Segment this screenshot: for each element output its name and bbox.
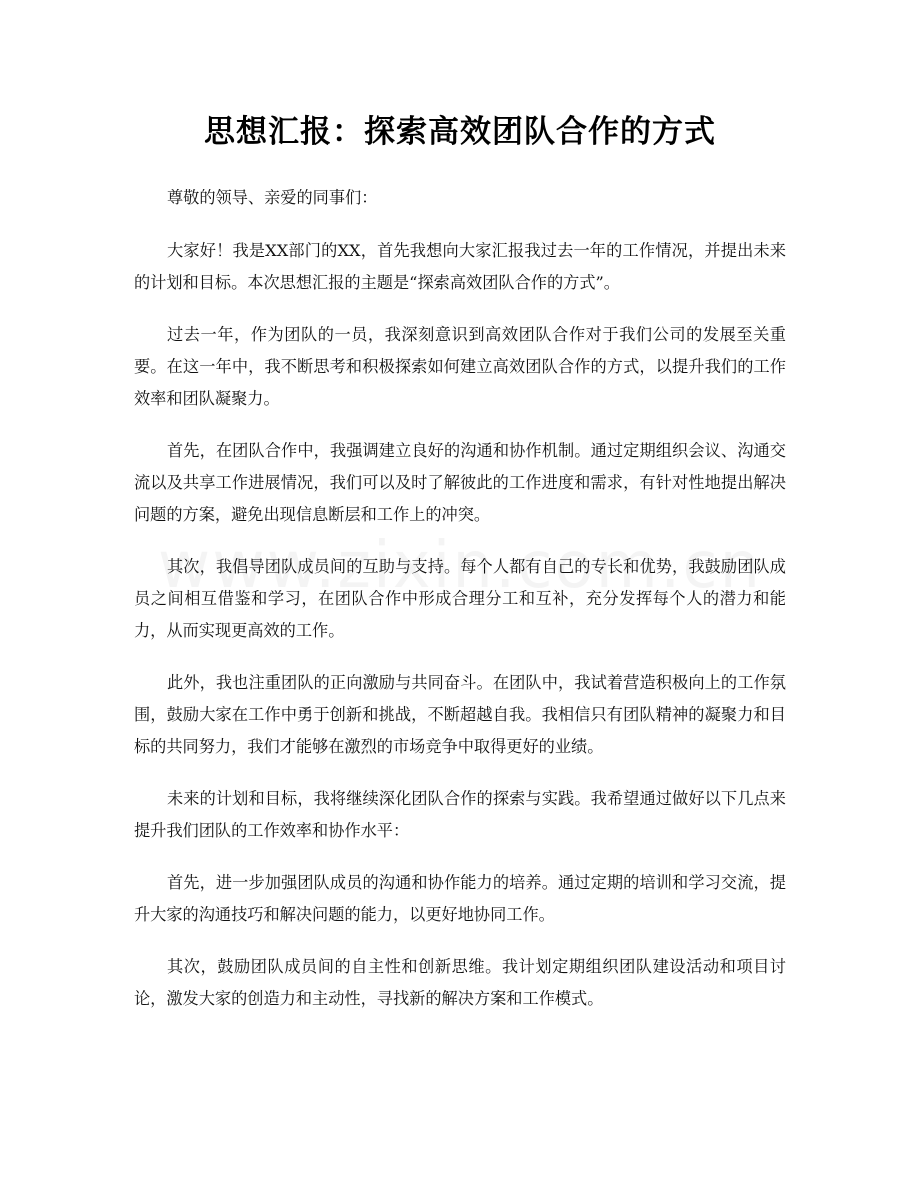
greeting: 尊敬的领导、亲爱的同事们： [167,188,378,207]
paragraph-3: 首先，在团队合作中，我强调建立良好的沟通和协作机制。通过定期组织会议、沟通交流以及共享工作进展情况，我们可以及时了解彼此的工作进度和需求，有针对性地提出解决问题的方案，避免出现信息断层和工作上的冲突。 [134,441,786,524]
document-title: 思想汇报：探索高效团队合作的方式 [204,114,716,150]
paragraph-4: 其次，我倡导团队成员间的互助与支持。每个人都有自己的专长和优势，我鼓励团队成员之间相互借鉴和学习，在团队合作中形成合理分工和互补，充分发挥每个人的潜力和能力，从而实现更高效的工作。 [134,557,786,640]
paragraph-7: 首先，进一步加强团队成员的沟通和协作能力的培养。通过定期的培训和学习交流，提升大家的沟通技巧和解决问题的能力，以更好地协同工作。 [134,873,786,924]
paragraph-2: 过去一年，作为团队的一员，我深刻意识到高效团队合作对于我们公司的发展至关重要。在这一年中，我不断思考和积极探索如何建立高效团队合作的方式，以提升我们的工作效率和团队凝聚力。 [134,325,786,408]
paragraph-5: 此外，我也注重团队的正向激励与共同奋斗。在团队中，我试着营造积极向上的工作氛围，鼓励大家在工作中勇于创新和挑战，不断超越自我。我相信只有团队精神的凝聚力和目标的共同努力，我们才能够在激烈的市场竞争中取得更好的业绩。 [134,673,786,756]
document-body [134,182,786,1035]
paragraph-1: 大家好！我是XX部门的XX，首先我想向大家汇报我过去一年的工作情况，并提出未来的计划和目标。本次思想汇报的主题是“探索高效团队合作的方式”。 [134,241,786,292]
paragraph-6: 未来的计划和目标，我将继续深化团队合作的探索与实践。我希望通过做好以下几点来提升我们团队的工作效率和协作水平： [134,789,786,840]
paragraph-8: 其次，鼓励团队成员间的自主性和创新思维。我计划定期组织团队建设活动和项目讨论，激发大家的创造力和主动性，寻找新的解决方案和工作模式。 [134,957,786,1008]
